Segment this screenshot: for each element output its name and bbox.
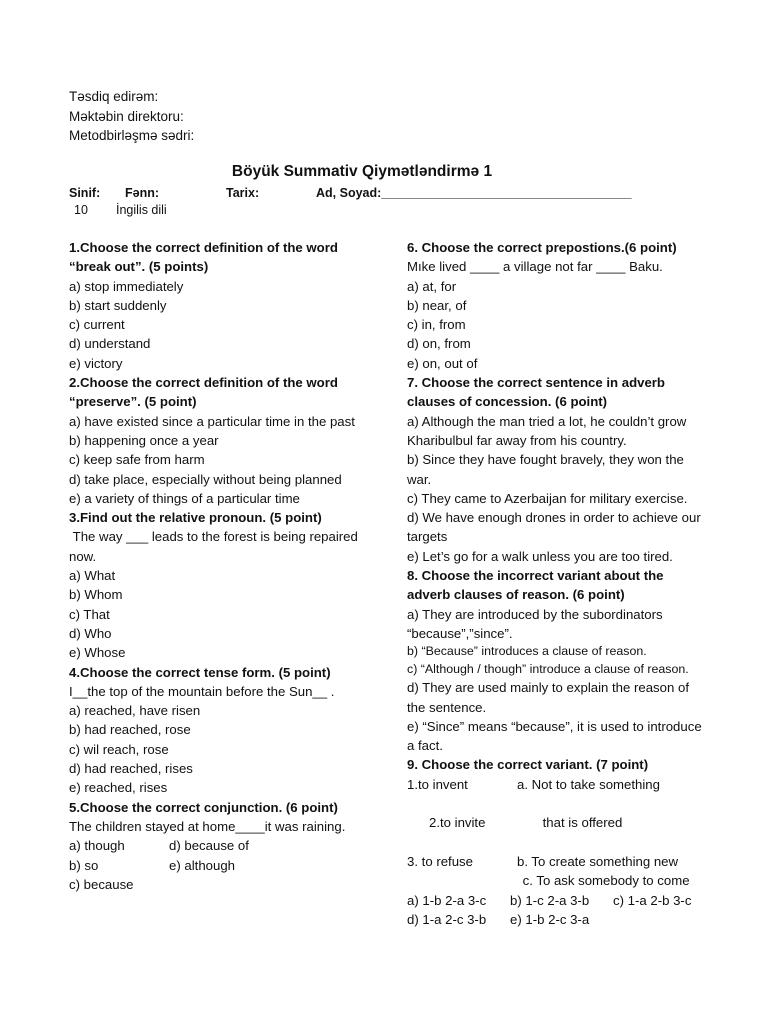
sinif-label: Sinif:: [69, 186, 101, 200]
answer-option: e) Let’s go for a walk unless you are too tired.: [407, 548, 673, 564]
answer-option: d) had reached, rises: [69, 761, 193, 777]
match-right-item: that is offered: [538, 815, 623, 831]
answer-option: e) victory: [69, 355, 123, 371]
question-title: 7. Choose the correct sentence in adverb clauses of concession. (6 point): [407, 375, 665, 410]
question-stem: The children stayed at home____it was raining.: [69, 818, 346, 834]
question-title: 2.Choose the correct definition of the word “preserve”. (5 point): [69, 375, 338, 410]
answer-option: a) What: [69, 568, 116, 584]
match-right-item: b. To create something new: [517, 853, 679, 869]
answer-option: c) That: [69, 606, 110, 622]
match-row: [407, 775, 702, 794]
match-right-item: a. Not to take something: [517, 776, 660, 792]
answer-option: c) because: [69, 876, 134, 892]
question-title: 8. Choose the incorrect variant about the adverb clauses of reason. (6 point): [407, 568, 664, 603]
answer-option: a) have existed since a particular time in the past: [69, 413, 355, 429]
fenn-label: Fənn:: [125, 186, 160, 200]
match-row: [407, 852, 702, 871]
tarix-label: Tarix:: [226, 186, 260, 200]
answer-option: b) had reached, rose: [69, 722, 191, 738]
fenn-value: İngilis dili: [116, 203, 167, 217]
match-right-item: c. To ask somebody to come: [519, 873, 690, 889]
answer-option: c) wil reach, rose: [69, 741, 169, 757]
name-label: Ad, Soyad:____________________________________: [316, 186, 632, 200]
answer-option: b) happening once a year: [69, 432, 219, 448]
answer-option: a) though: [69, 838, 125, 854]
answer-option: b) so: [69, 857, 99, 873]
match-left-item: 2.to invite: [428, 815, 486, 831]
answer-option: a) stop immediately: [69, 278, 184, 294]
answer-option: b) near, of: [407, 297, 467, 313]
answer-option: d) because of: [169, 838, 249, 854]
answer-option: d) take place, especially without being planned: [69, 471, 342, 487]
answer-option: b) Whom: [69, 587, 123, 603]
answer-option: e) reached, rises: [69, 780, 168, 796]
approval-block: [69, 87, 194, 146]
answer-row: [407, 891, 702, 910]
answer-row: [69, 836, 369, 855]
page-title: Böyük Summativ Qiymətləndirmə 1: [231, 163, 493, 180]
answer-option: b) 1-c 2-a 3-b: [510, 892, 590, 908]
answer-option: b) start suddenly: [69, 297, 167, 313]
answer-option: e) 1-b 2-c 3-a: [510, 911, 590, 927]
match-row: [407, 794, 702, 852]
answer-option: d) We have enough drones in order to achieve our targets: [407, 510, 701, 545]
answer-option: c) They came to Azerbaijan for military exercise.: [407, 490, 688, 506]
answer-option: e) although: [169, 857, 235, 873]
answer-option: c) “Although / though” introduce a clause of reason.: [407, 661, 689, 676]
approval-line: Təsdiq edirəm:: [69, 89, 159, 104]
question-title: 1.Choose the correct definition of the word “break out”. (5 points): [69, 240, 338, 275]
match-left-item: 1.to invent: [407, 776, 468, 792]
answer-option: c) in, from: [407, 317, 466, 333]
answer-option: a) Although the man tried a lot, he couldn’t grow Kharibulbul far away from his country.: [407, 413, 687, 448]
answer-option: a) at, for: [407, 278, 457, 294]
answer-option: c) current: [69, 317, 125, 333]
answer-option: a) They are introduced by the subordinators “because”,”since”.: [407, 606, 663, 641]
answer-row: [69, 856, 369, 875]
answer-option: e) a variety of things of a particular time: [69, 490, 300, 506]
match-left-item: 3. to refuse: [407, 853, 473, 869]
answer-option: c) keep safe from harm: [69, 452, 205, 468]
approval-line: Məktəbin direktoru:: [69, 108, 184, 124]
answer-option: d) 1-a 2-c 3-b: [407, 911, 487, 927]
answer-option: a) 1-b 2-a 3-c: [407, 892, 487, 908]
sinif-value: 10: [74, 203, 88, 217]
question-stem: Mıke lived ____ a village not far ____ Baku.: [407, 259, 663, 275]
answer-option: e) “Since” means “because”, it is used to introduce a fact.: [407, 718, 702, 754]
question-title: 5.Choose the correct conjunction. (6 point): [69, 799, 338, 815]
question-title: 6. Choose the correct prepostions.(6 point): [407, 240, 677, 255]
question-title: 9. Choose the correct variant. (7 point): [407, 757, 649, 773]
answer-option: b) Since they have fought bravely, they won the war.: [407, 452, 684, 487]
answer-option: b) “Because” introduces a clause of reason.: [407, 644, 647, 659]
answer-option: e) Whose: [69, 645, 126, 661]
question-title: 4.Choose the correct tense form. (5 point): [69, 664, 331, 680]
question-stem: The way ___ leads to the forest is being repaired now.: [69, 529, 362, 564]
answer-option: c) 1-a 2-b 3-c: [613, 892, 692, 908]
right-column: [407, 238, 702, 929]
answer-option: a) reached, have risen: [69, 703, 201, 719]
question-stem: I__the top of the mountain before the Sun__ .: [69, 683, 335, 699]
answer-option: d) They are used mainly to explain the reason of the sentence.: [407, 680, 689, 715]
question-title: 3.Find out the relative pronoun. (5 point): [69, 510, 322, 526]
left-column: [69, 238, 369, 894]
approval-line: Metodbirləşmə sədri:: [69, 128, 195, 143]
answer-option: d) Who: [69, 625, 112, 641]
answer-row: [407, 910, 702, 929]
answer-option: e) on, out of: [407, 355, 478, 371]
answer-option: d) understand: [69, 336, 151, 352]
answer-option: d) on, from: [407, 336, 471, 352]
